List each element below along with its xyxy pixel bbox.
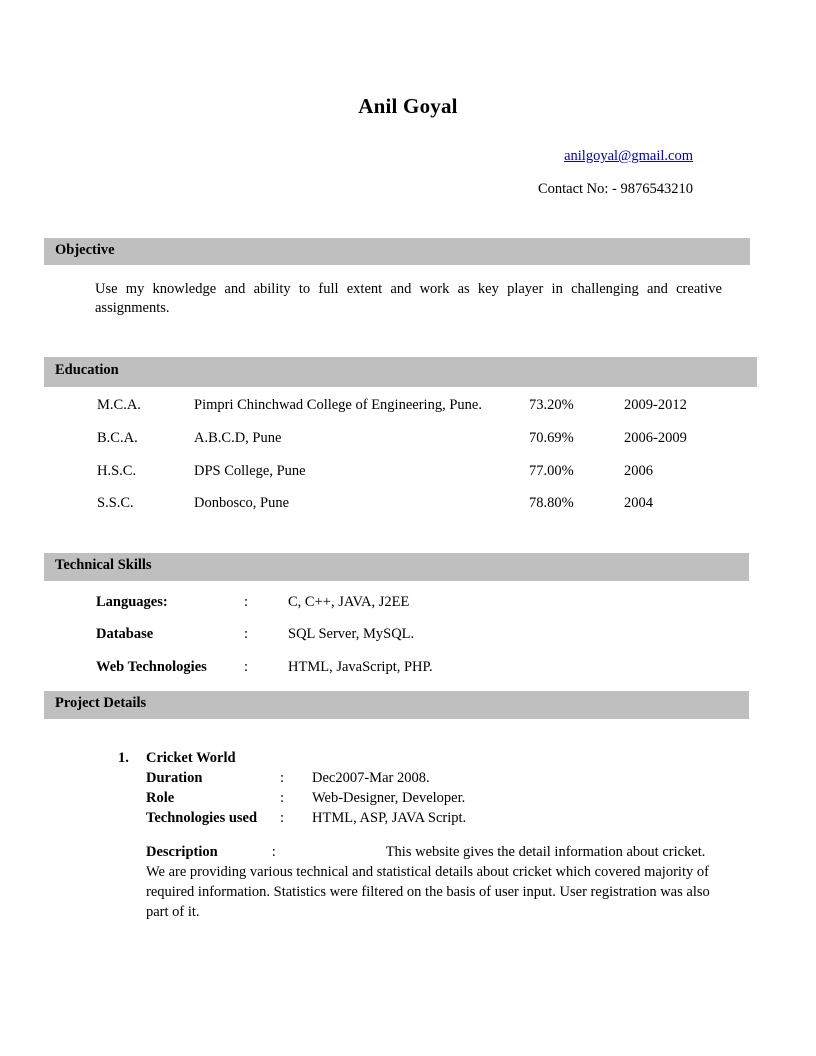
education-percentage: 70.69% [529,430,574,446]
education-degree: B.C.A. [97,430,138,446]
project-description-text: This website gives the detail information about cricket. We are providing various technical and statistical details about cricket which covered majority of required information. Statistics were filtered on the basis of user input. User registration was also part of it. [146,844,710,920]
objective-body: Use my knowledge and ability to full extent and work as key player in challenging and creative assignments. [95,281,722,316]
section-heading-objective: Objective [55,242,115,258]
project-number: 1. [118,750,129,766]
section-heading-technical-skills: Technical Skills [55,557,152,573]
education-degree: M.C.A. [97,397,141,413]
project-separator: : [280,810,285,826]
email-link[interactable]: anilgoyal@gmail.com [564,148,693,164]
education-institution: A.B.C.D, Pune [194,430,282,446]
education-percentage: 77.00% [529,463,574,479]
skill-label: Database [96,626,154,642]
skill-separator: : [244,594,249,610]
education-years: 2006 [624,463,653,479]
education-years: 2004 [624,495,653,511]
skill-separator: : [244,659,249,675]
education-institution: Donbosco, Pune [194,495,290,511]
education-years: 2006-2009 [624,430,687,446]
education-institution: Pimpri Chinchwad College of Engineering, Pune. [194,397,482,413]
section-heading-project-details: Project Details [55,695,147,711]
skill-value: HTML, JavaScript, PHP. [288,659,433,675]
education-percentage: 78.80% [529,495,574,511]
education-degree: H.S.C. [97,463,137,479]
project-field-label: Technologies used [146,810,258,826]
section-bar-education [44,357,757,387]
project-separator: : [280,770,285,786]
education-institution: DPS College, Pune [194,463,306,479]
education-years: 2009-2012 [624,397,687,413]
education-degree: S.S.C. [97,495,134,511]
section-bar-project-details [44,691,749,719]
skill-label: Web Technologies [96,659,207,675]
contact-number: Contact No: - 9876543210 [537,181,693,197]
section-heading-education: Education [55,362,119,378]
skill-label: Languages: [96,594,168,610]
candidate-name: Anil Goyal [358,94,458,118]
project-separator: : [280,790,285,806]
skill-value: SQL Server, MySQL. [288,626,415,642]
section-bar-objective [44,238,750,265]
email-line [564,148,693,165]
skill-separator: : [244,626,249,642]
project-field-label: Role [146,790,175,806]
project-description-block [146,842,720,922]
project-field-value: Web-Designer, Developer. [312,790,466,806]
project-field-value: Dec2007-Mar 2008. [312,770,430,786]
project-description-label: Description [146,844,218,860]
project-field-value: HTML, ASP, JAVA Script. [312,810,467,826]
project-title: Cricket World [146,750,236,766]
education-percentage: 73.20% [529,397,574,413]
skill-value: C, C++, JAVA, J2EE [288,594,410,610]
section-bar-technical-skills [44,553,749,581]
project-description-separator: : [271,844,276,860]
project-field-label: Duration [146,770,203,786]
